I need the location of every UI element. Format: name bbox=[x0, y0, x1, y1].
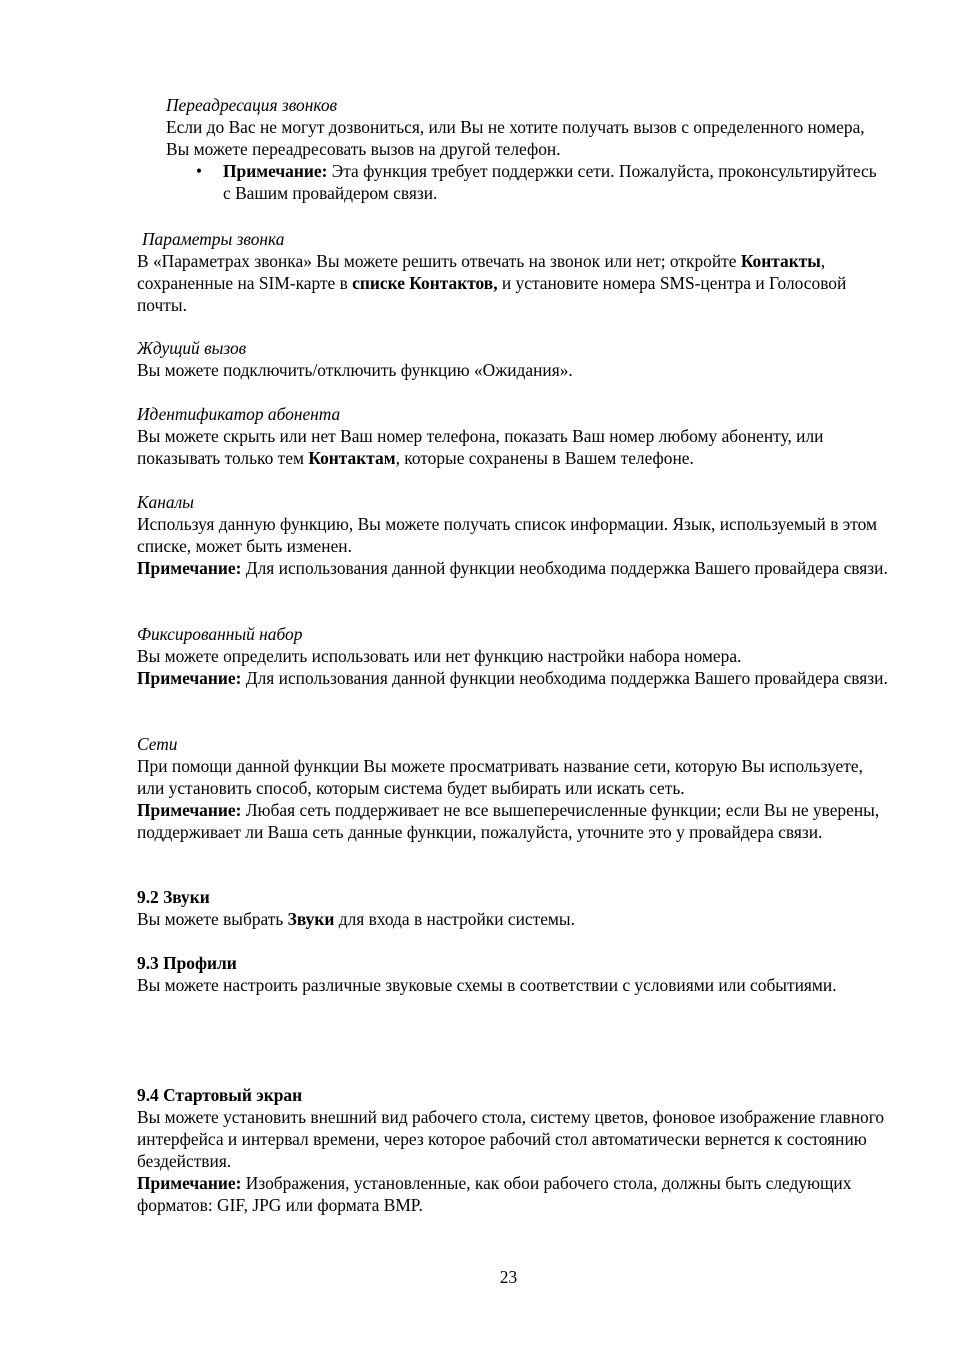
section-heading: 9.4 Стартовый экран bbox=[137, 1085, 303, 1105]
section-heading: Фиксированный набор bbox=[137, 624, 303, 644]
section-call-settings bbox=[137, 228, 897, 316]
text-run: Вы можете установить внешний вид рабочего стола, систему цветов, фоновое изображение главного интерфейса и интервал времени, через которое рабочий стол автоматически вернется к состоянию бездействия. bbox=[137, 1107, 885, 1171]
text-run: Для использования данной функции необходима поддержка Вашего провайдера связи. bbox=[241, 558, 888, 578]
text-run: Для использования данной функции необходима поддержка Вашего провайдера связи. bbox=[241, 668, 888, 688]
section-heading: Сети bbox=[137, 734, 178, 754]
text-run-bold: Контакты bbox=[740, 251, 821, 271]
note-paragraph bbox=[137, 1172, 897, 1216]
text-run: , которые сохранены в Вашем телефоне. bbox=[395, 448, 694, 468]
text-run-bold: Звуки bbox=[287, 909, 335, 929]
paragraph bbox=[137, 755, 889, 799]
note-label: Примечание: bbox=[137, 1173, 242, 1193]
paragraph bbox=[166, 116, 886, 160]
text-run: Используя данную функцию, Вы можете получать список информации. Язык, используемый в этом списке, может быть изменен. bbox=[137, 514, 877, 556]
paragraph bbox=[137, 645, 897, 667]
note-label: Примечание: bbox=[137, 668, 242, 688]
paragraph bbox=[137, 359, 897, 381]
section-fixed-dialing bbox=[137, 623, 897, 689]
bullet-icon: • bbox=[196, 161, 203, 181]
text-run: При помощи данной функции Вы можете просматривать название сети, которую Вы используете, или установить способ, которым система будет выбирать или искать сеть. bbox=[137, 756, 863, 798]
text-run: Эта функция требует поддержки сети. Пожалуйста, проконсультируйтесь с Вашим провайдером связи. bbox=[223, 161, 877, 203]
text-run: Вы можете подключить/отключить функцию «Ожидания». bbox=[137, 360, 573, 380]
note-paragraph bbox=[137, 799, 889, 843]
text-run: Вы можете настроить различные звуковые схемы в соответствии с условиями или событиями. bbox=[137, 975, 837, 995]
text-run: , сохраненные на SIM-карте в bbox=[137, 251, 826, 293]
section-heading: Идентификатор абонента bbox=[137, 404, 341, 424]
section-call-forwarding bbox=[166, 94, 886, 204]
section-start-screen bbox=[137, 1084, 897, 1216]
paragraph bbox=[137, 974, 897, 996]
text-run: Вы можете выбрать bbox=[137, 909, 288, 929]
list-item bbox=[166, 160, 886, 204]
text-run: В «Параметрах звонка» Вы можете решить отвечать на звонок или нет; откройте bbox=[137, 251, 741, 271]
section-sounds bbox=[137, 886, 897, 930]
bullet-list bbox=[166, 160, 886, 204]
section-caller-id bbox=[137, 403, 897, 469]
note-label: Примечание: bbox=[137, 558, 242, 578]
text-run: и установите номера SMS-центра и Голосовой почты. bbox=[137, 273, 847, 315]
paragraph bbox=[137, 250, 897, 316]
text-run: Вы можете скрыть или нет Ваш номер телефона, показать Ваш номер любому абоненту, или показывать только тем bbox=[137, 426, 824, 468]
section-heading: Ждущий вызов bbox=[137, 338, 247, 358]
section-networks bbox=[137, 733, 889, 843]
paragraph bbox=[137, 425, 897, 469]
text-run: Любая сеть поддерживает не все вышеперечисленные функции; если Вы не уверены, поддерживает ли Ваша сеть данные функции, пожалуйста, уточните это у провайдера связи. bbox=[137, 800, 880, 842]
text-run: Изображения, установленные, как обои рабочего стола, должны быть следующих форматов: GIF, JPG или формата BMP. bbox=[137, 1173, 852, 1215]
text-run-bold: Контактам bbox=[308, 448, 396, 468]
section-heading: 9.3 Профили bbox=[137, 953, 237, 973]
section-heading: Каналы bbox=[137, 492, 194, 512]
text-run: для входа в настройки системы. bbox=[334, 909, 575, 929]
text-run-bold: списке Контактов, bbox=[352, 273, 498, 293]
page-number: 23 bbox=[499, 1267, 518, 1287]
paragraph bbox=[137, 908, 897, 930]
section-call-waiting bbox=[137, 337, 897, 381]
note-paragraph bbox=[137, 557, 897, 579]
section-heading: Параметры звонка bbox=[142, 229, 285, 249]
note-label: Примечание: bbox=[223, 161, 328, 181]
paragraph bbox=[137, 513, 897, 557]
text-run: Если до Вас не могут дозвониться, или Вы не хотите получать вызов с определенного номера, Вы можете переадресовать вызов на другой телефон. bbox=[166, 117, 865, 159]
note-label: Примечание: bbox=[137, 800, 242, 820]
note-paragraph bbox=[137, 667, 897, 689]
section-heading: 9.2 Звуки bbox=[137, 887, 210, 907]
section-heading: Переадресация звонков bbox=[166, 95, 338, 115]
section-channels bbox=[137, 491, 897, 579]
section-profiles bbox=[137, 952, 897, 996]
paragraph bbox=[137, 1106, 897, 1172]
text-run: Вы можете определить использовать или нет функцию настройки набора номера. bbox=[137, 646, 742, 666]
